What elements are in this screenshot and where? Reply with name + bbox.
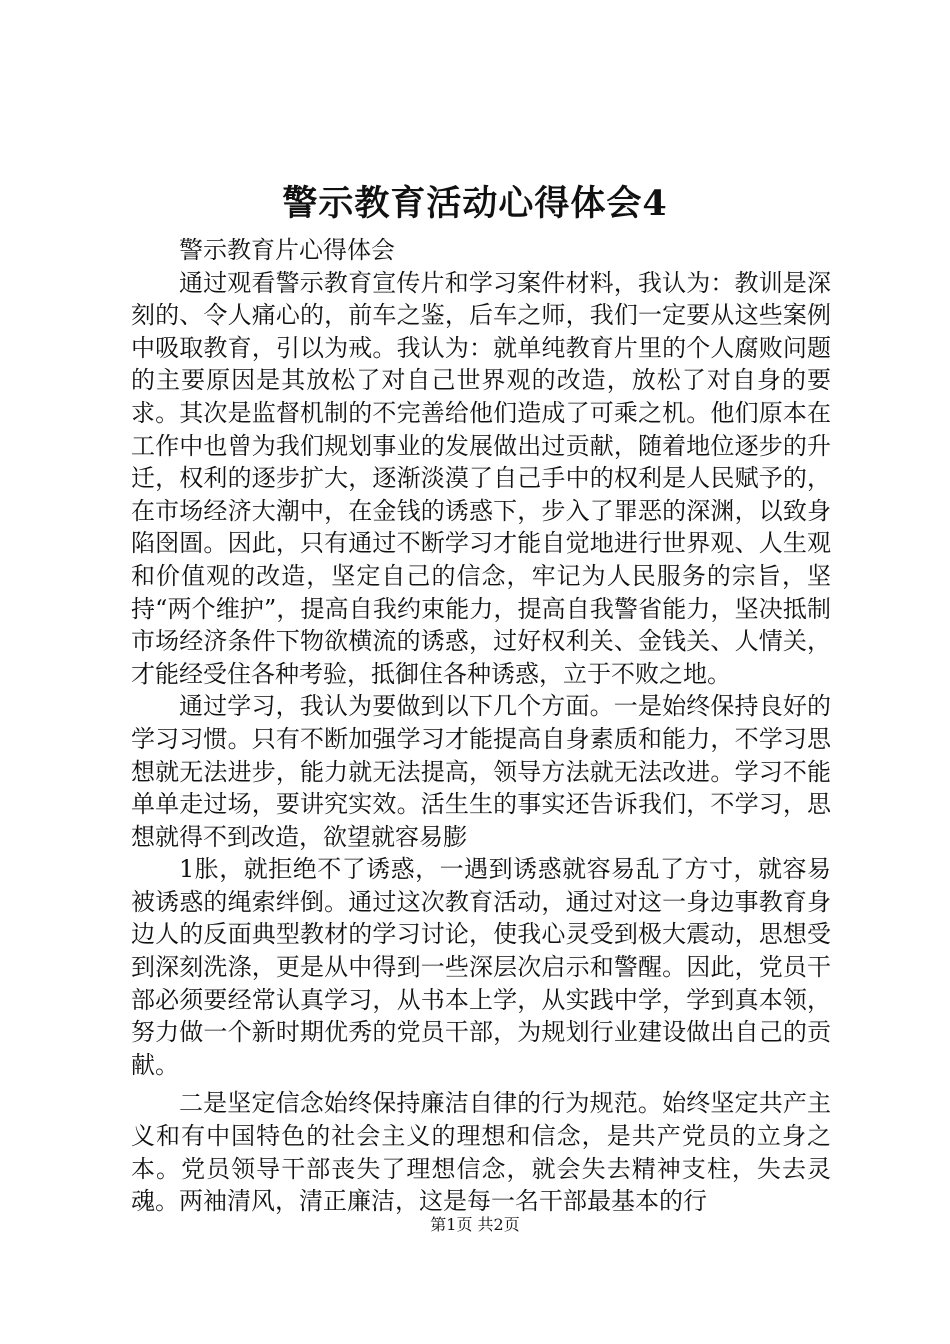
document-title: 警示教育活动心得体会4 <box>282 183 668 224</box>
page-footer: 第1页 共2页 <box>430 1215 520 1234</box>
document-subtitle: 警示教育片心得体会 <box>179 236 395 264</box>
paragraph-4: 二是坚定信念始终保持廉洁自律的行为规范。始终坚定共产主义和有中国特色的社会主义的理想和信念，是共产党员的立身之本。党员领导干部丧失了理想信念，就会失去精神支柱，失去灵魂。两袖清风，清正廉洁，这是每一名干部最基本的行 <box>131 1089 831 1216</box>
paragraph-1: 通过观看警示教育宣传片和学习案件材料，我认为：教训是深刻的、令人痛心的，前车之鉴，后车之师，我们一定要从这些案例中吸取教育，引以为戒。我认为：就单纯教育片里的个人腐败问题的主要原因是其放松了对自己世界观的改造，放松了对自身的要求。其次是监督机制的不完善给他们造成了可乘之机。他们原本在工作中也曾为我们规划事业的发展做出过贡献，随着地位逐步的升迁，权利的逐步扩大，逐渐淡漠了自己手中的权利是人民赋予的，在市场经济大潮中，在金钱的诱惑下，步入了罪恶的深渊，以致身陷囹圄。因此，只有通过不断学习才能自觉地进行世界观、人生观和价值观的改造，坚定自己的信念，牢记为人民服务的宗旨，坚持“两个维护”，提高自我约束能力，提高自我警省能力，坚决抵制市场经济条件下物欲横流的诱惑，过好权利关、金钱关、人情关，才能经受住各种考验，抵御住各种诱惑，立于不败之地。 <box>131 268 831 688</box>
paragraph-2: 通过学习，我认为要做到以下几个方面。一是始终保持良好的学习习惯。只有不断加强学习才能提高自身素质和能力，不学习思想就无法进步，能力就无法提高，领导方法就无法改进。学习不能单单走过场，要讲究实效。活生生的事实还告诉我们，不学习，思想就得不到改造，欲望就容易膨 <box>131 692 831 851</box>
paragraph-3: 1胀，就拒绝不了诱惑，一遇到诱惑就容易乱了方寸，就容易被诱惑的绳索绊倒。通过这次教育活动，通过对这一身边事教育身边人的反面典型教材的学习讨论，使我心灵受到极大震动，思想受到深刻洗涤，更是从中得到一些深层次启示和警醒。因此，党员干部必须要经常认真学习，从书本上学，从实践中学，学到真本领，努力做一个新时期优秀的党员干部，为规划行业建设做出自己的贡献。 <box>131 855 831 1079</box>
document-body <box>131 234 831 1218</box>
